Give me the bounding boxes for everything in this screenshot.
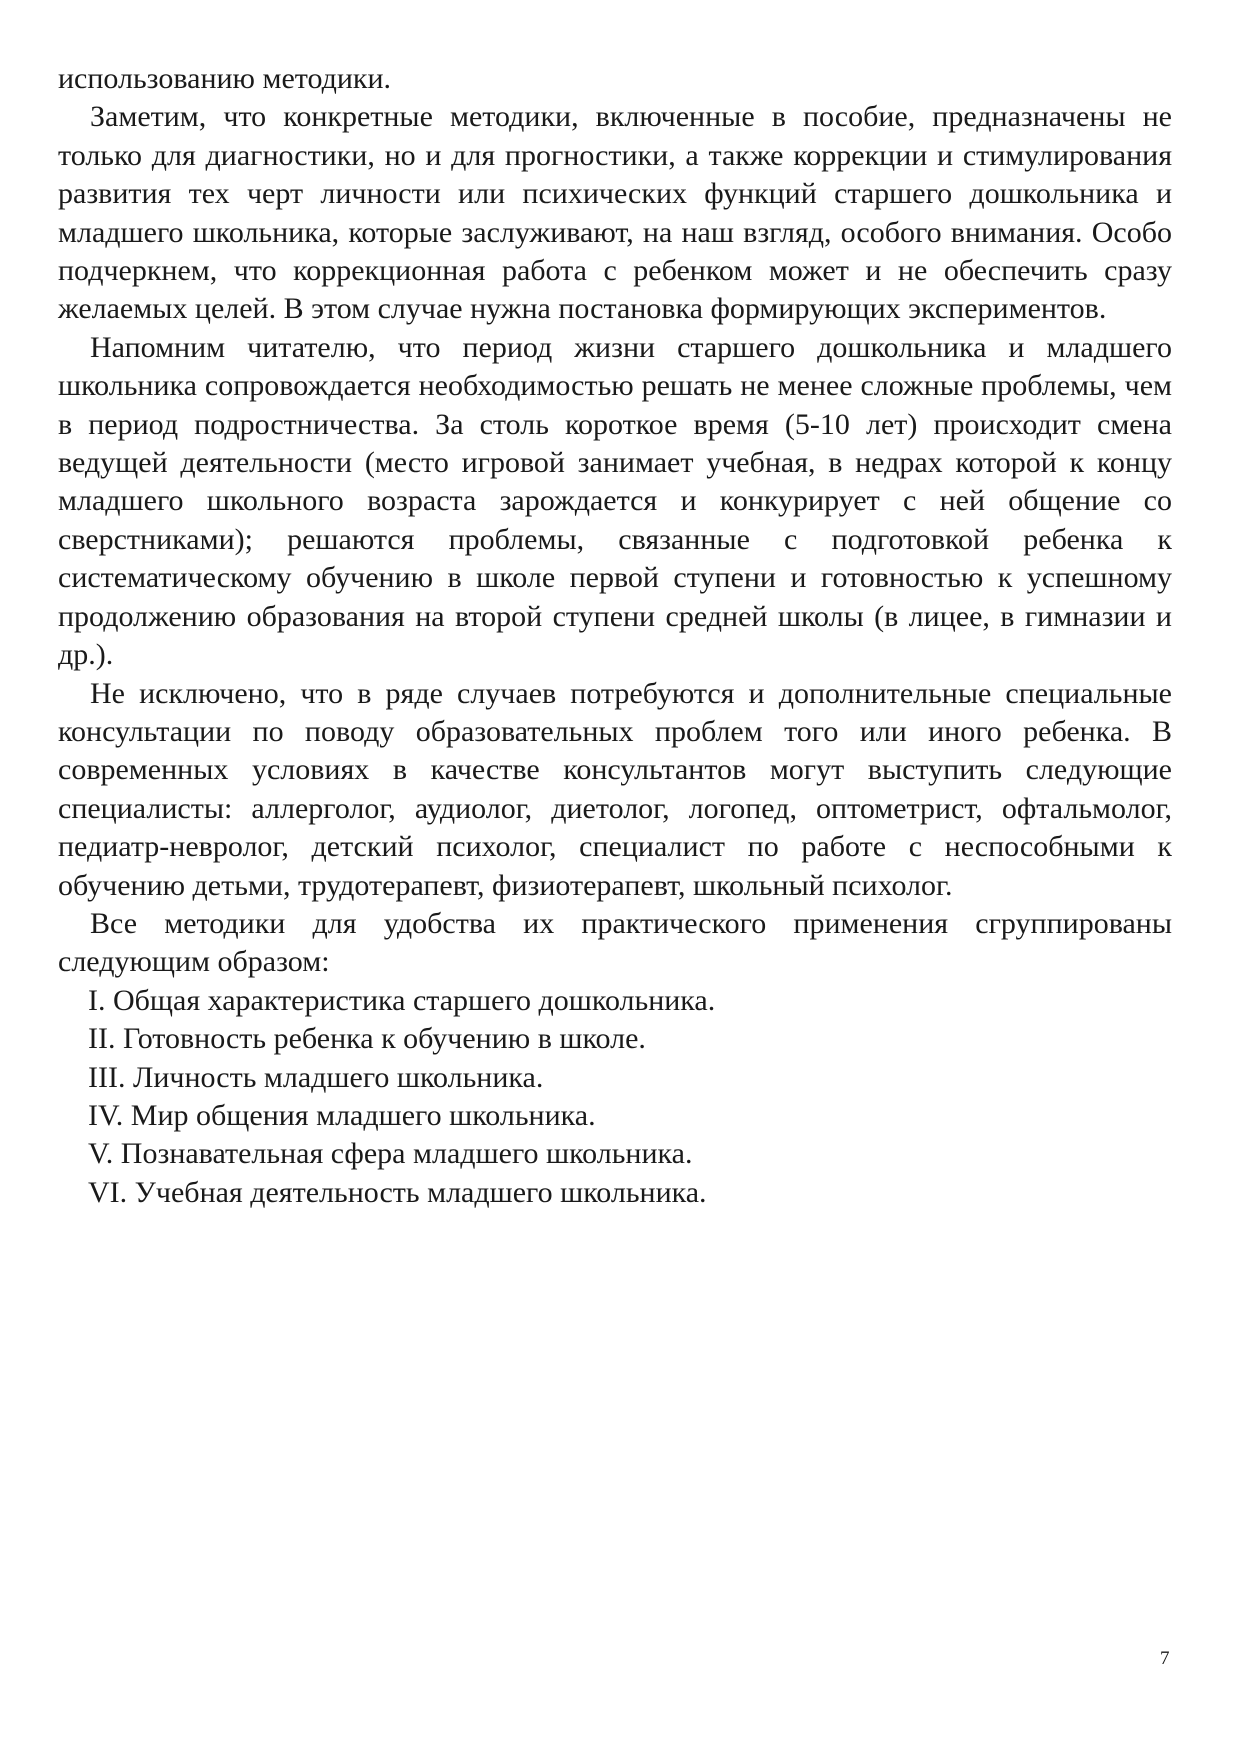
section-list [58,982,1172,1212]
section-item-5: V. Познавательная сфера младшего школьника. [88,1137,693,1171]
paragraph-methods-purpose: Заметим, что конкретные методики, включенные в пособие, предназначены не только для диагностики, но и для прогностики, а также коррекции и стимулирования развития тех черт личности или психических функций старшего дошкольника и младшего школьника, которые заслуживают, на наш взгляд, особого внимания. Особо подчеркнем, что коррекционная работа с ребенком может и не обеспечить сразу желаемых целей. В этом случае нужна постановка формирующих экспериментов. [58,100,1172,326]
paragraph-continuation: использованию методики. [58,62,392,95]
paragraph-age-period: Напомним читателю, что период жизни старшего дошкольника и младшего школьника сопровождается необходимостью решать не менее сложные проблемы, чем в период подростничества. За столь короткое время (5-10 лет) происходит смена ведущей деятельности (место игровой занимает учебная, в недрах которой к концу младшего школьного возраста зарождается и конкурирует с ней общение со сверстниками); решаются проблемы, связанные с подготовкой ребенка к систематическому обучению в школе первой ступени и готовностью к успешному продолжению образования на второй ступени средней школы (в лицее, в гимназии и др.). [58,330,1172,672]
section-item-1: I. Общая характеристика старшего дошкольника. [88,983,716,1017]
page-number: 7 [1160,1648,1170,1669]
section-item-3: III. Личность младшего школьника. [88,1060,544,1094]
body-text [58,60,1172,1212]
section-item-4: IV. Мир общения младшего школьника. [88,1098,596,1132]
section-item-2: II. Готовность ребенка к обучению в школе. [88,1022,646,1056]
paragraph-consultants: Не исключено, что в ряде случаев потребуются и дополнительные специальные консультации по поводу образовательных проблем того или иного ребенка. В современных условиях в качестве консультантов могут выступить следующие специалисты: аллерголог, аудиолог, диетолог, логопед, оптометрист, офтальмолог, педиатр-невролог, детский психолог, специалист по работе с неспособными к обучению детьми, трудотерапевт, физиотерапевт, школьный психолог. [58,676,1172,902]
section-item-6: VI. Учебная деятельность младшего школьника. [88,1175,707,1209]
paragraph-grouping-intro: Все методики для удобства их практического применения сгруппированы следующим образом: [58,906,1172,979]
